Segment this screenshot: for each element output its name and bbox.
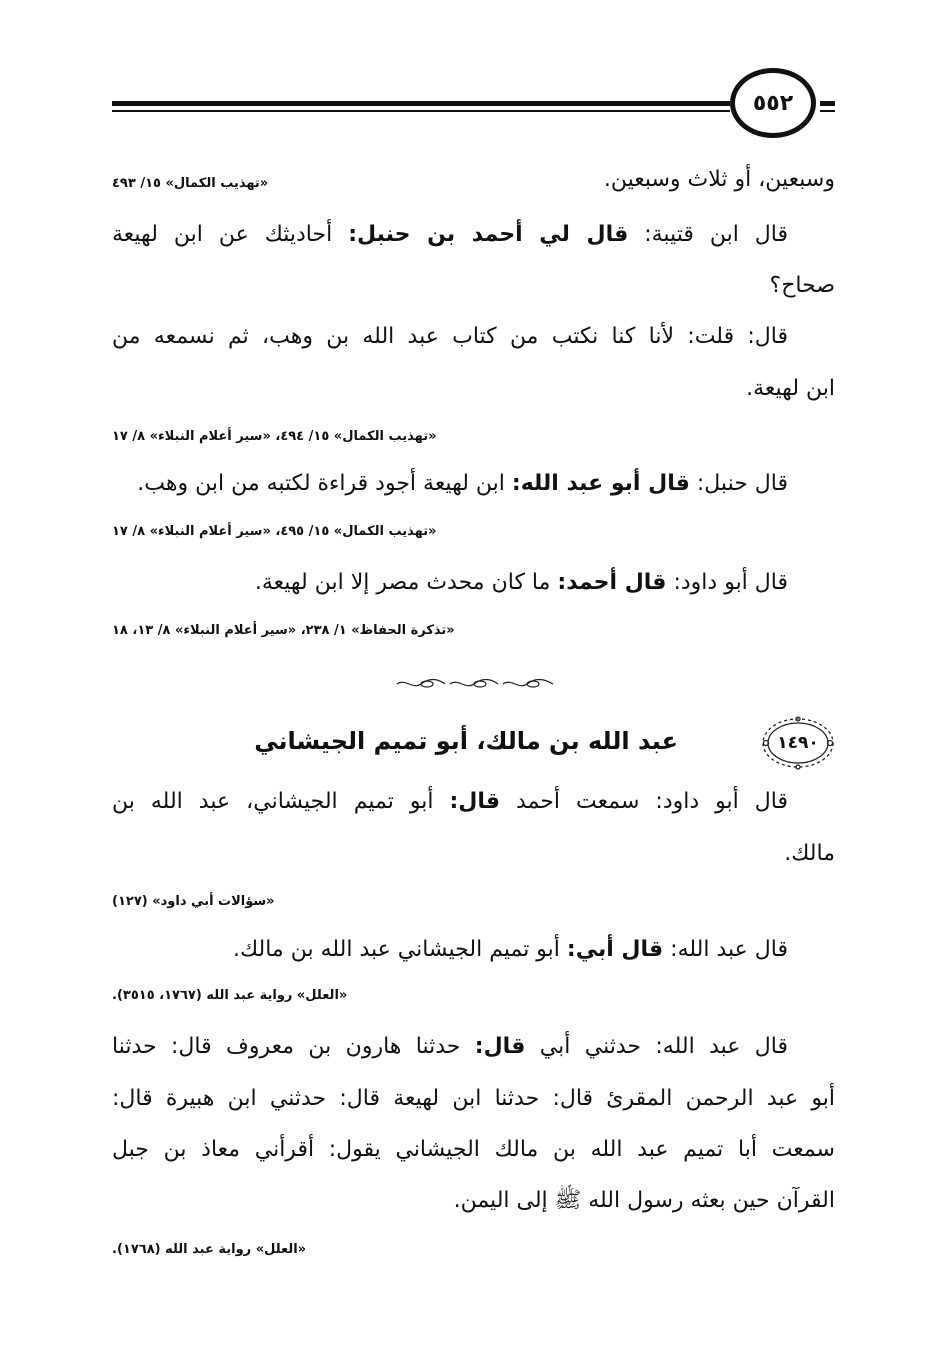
text-line: مالك. <box>784 841 835 866</box>
bold-quote-intro: قال أحمد: <box>557 570 667 595</box>
text-line <box>112 567 788 599</box>
bold-quote-intro: قال لي أحمد بن حنبل: <box>348 222 629 247</box>
text-span: أبو تميم الجيشاني عبد الله بن مالك. <box>232 937 567 962</box>
text-span: قال عبد الله: <box>663 937 788 962</box>
entry-number: ١٤٩٠ <box>777 733 819 753</box>
text-span: قال عبد الله: حدثني أبي <box>525 1034 788 1059</box>
text-span: ابن لهيعة أجود قراءة لكتبه من ابن وهب. <box>137 471 512 496</box>
header-rule-right-thick <box>820 101 835 106</box>
text-line <box>112 468 788 500</box>
text-span: أحاديثك عن ابن لهيعة <box>112 222 349 247</box>
header-rule-right-thin <box>820 110 835 112</box>
text-span: وسبعين، أو ثلاث وسبعين. <box>603 167 835 192</box>
text-span: قال أبو داود: سمعت أحمد <box>500 789 788 814</box>
text-line: القرآن حين بعثه رسول الله ﷺ إلى اليمن. <box>453 1188 835 1213</box>
text-line: قال: قلت: لأنا كنا نكتب من كتاب عبد الله بن وهب، ثم نسمعه من <box>112 324 788 349</box>
text-line <box>112 1031 788 1063</box>
text-span: أبو تميم الجيشاني، عبد الله بن <box>112 789 450 814</box>
bold-quote-intro: قال أبي: <box>566 937 664 962</box>
bold-quote-intro: قال: <box>474 1034 526 1059</box>
text-line: سمعت أبا تميم عبد الله بن مالك الجيشاني يقول: أقرأني معاذ بن جبل <box>112 1137 835 1162</box>
text-line: ابن لهيعة. <box>746 376 835 401</box>
entry-heading: عبد الله بن مالك، أبو تميم الجيشاني <box>254 727 678 755</box>
text-line: أبو عبد الرحمن المقرئ قال: حدثنا ابن لهيعة قال: حدثني ابن هبيرة قال: <box>112 1086 835 1111</box>
source-citation: «تهذيب الكمال» ١٥/ ٤٩٥، «سير أعلام النبلاء» ٨/ ١٧ <box>112 524 437 539</box>
source-citation: «تهذيب الكمال» ١٥/ ٤٩٣ <box>112 176 269 191</box>
source-citation: «العلل» رواية عبد الله (١٧٦٨). <box>112 1242 307 1257</box>
source-citation: «تذكرة الحفاظ» ١/ ٢٣٨، «سير أعلام النبلاء» ٨/ ١٣، ١٨ <box>112 623 455 638</box>
page-number: ٥٥٢ <box>730 68 816 138</box>
text-line: صحاح؟ <box>769 273 835 298</box>
text-line <box>112 786 788 818</box>
bold-quote-intro: قال: <box>449 789 501 814</box>
text-line <box>112 219 788 251</box>
text-span: قال ابن قتيبة: <box>628 222 789 247</box>
text-span: ما كان محدث مصر إلا ابن لهيعة. <box>254 570 558 595</box>
header-rule-thick <box>112 101 730 106</box>
source-citation: «تهذيب الكمال» ١٥/ ٤٩٤، «سير أعلام النبلاء» ٨/ ١٧ <box>112 429 437 444</box>
text-span: حدثنا هارون بن معروف قال: حدثنا <box>112 1034 475 1059</box>
bold-quote-intro: قال أبو عبد الله: <box>511 471 690 496</box>
ornament-divider <box>395 676 555 692</box>
source-citation: «العلل» رواية عبد الله (١٧٦٧، ٣٥١٥). <box>112 988 348 1003</box>
text-span: قال أبو داود: <box>666 570 788 595</box>
text-span: قال حنبل: <box>689 471 788 496</box>
header-rule-thin <box>112 110 730 112</box>
text-line <box>112 934 788 966</box>
source-citation: «سؤالات أبي داود» (١٢٧) <box>112 894 275 909</box>
